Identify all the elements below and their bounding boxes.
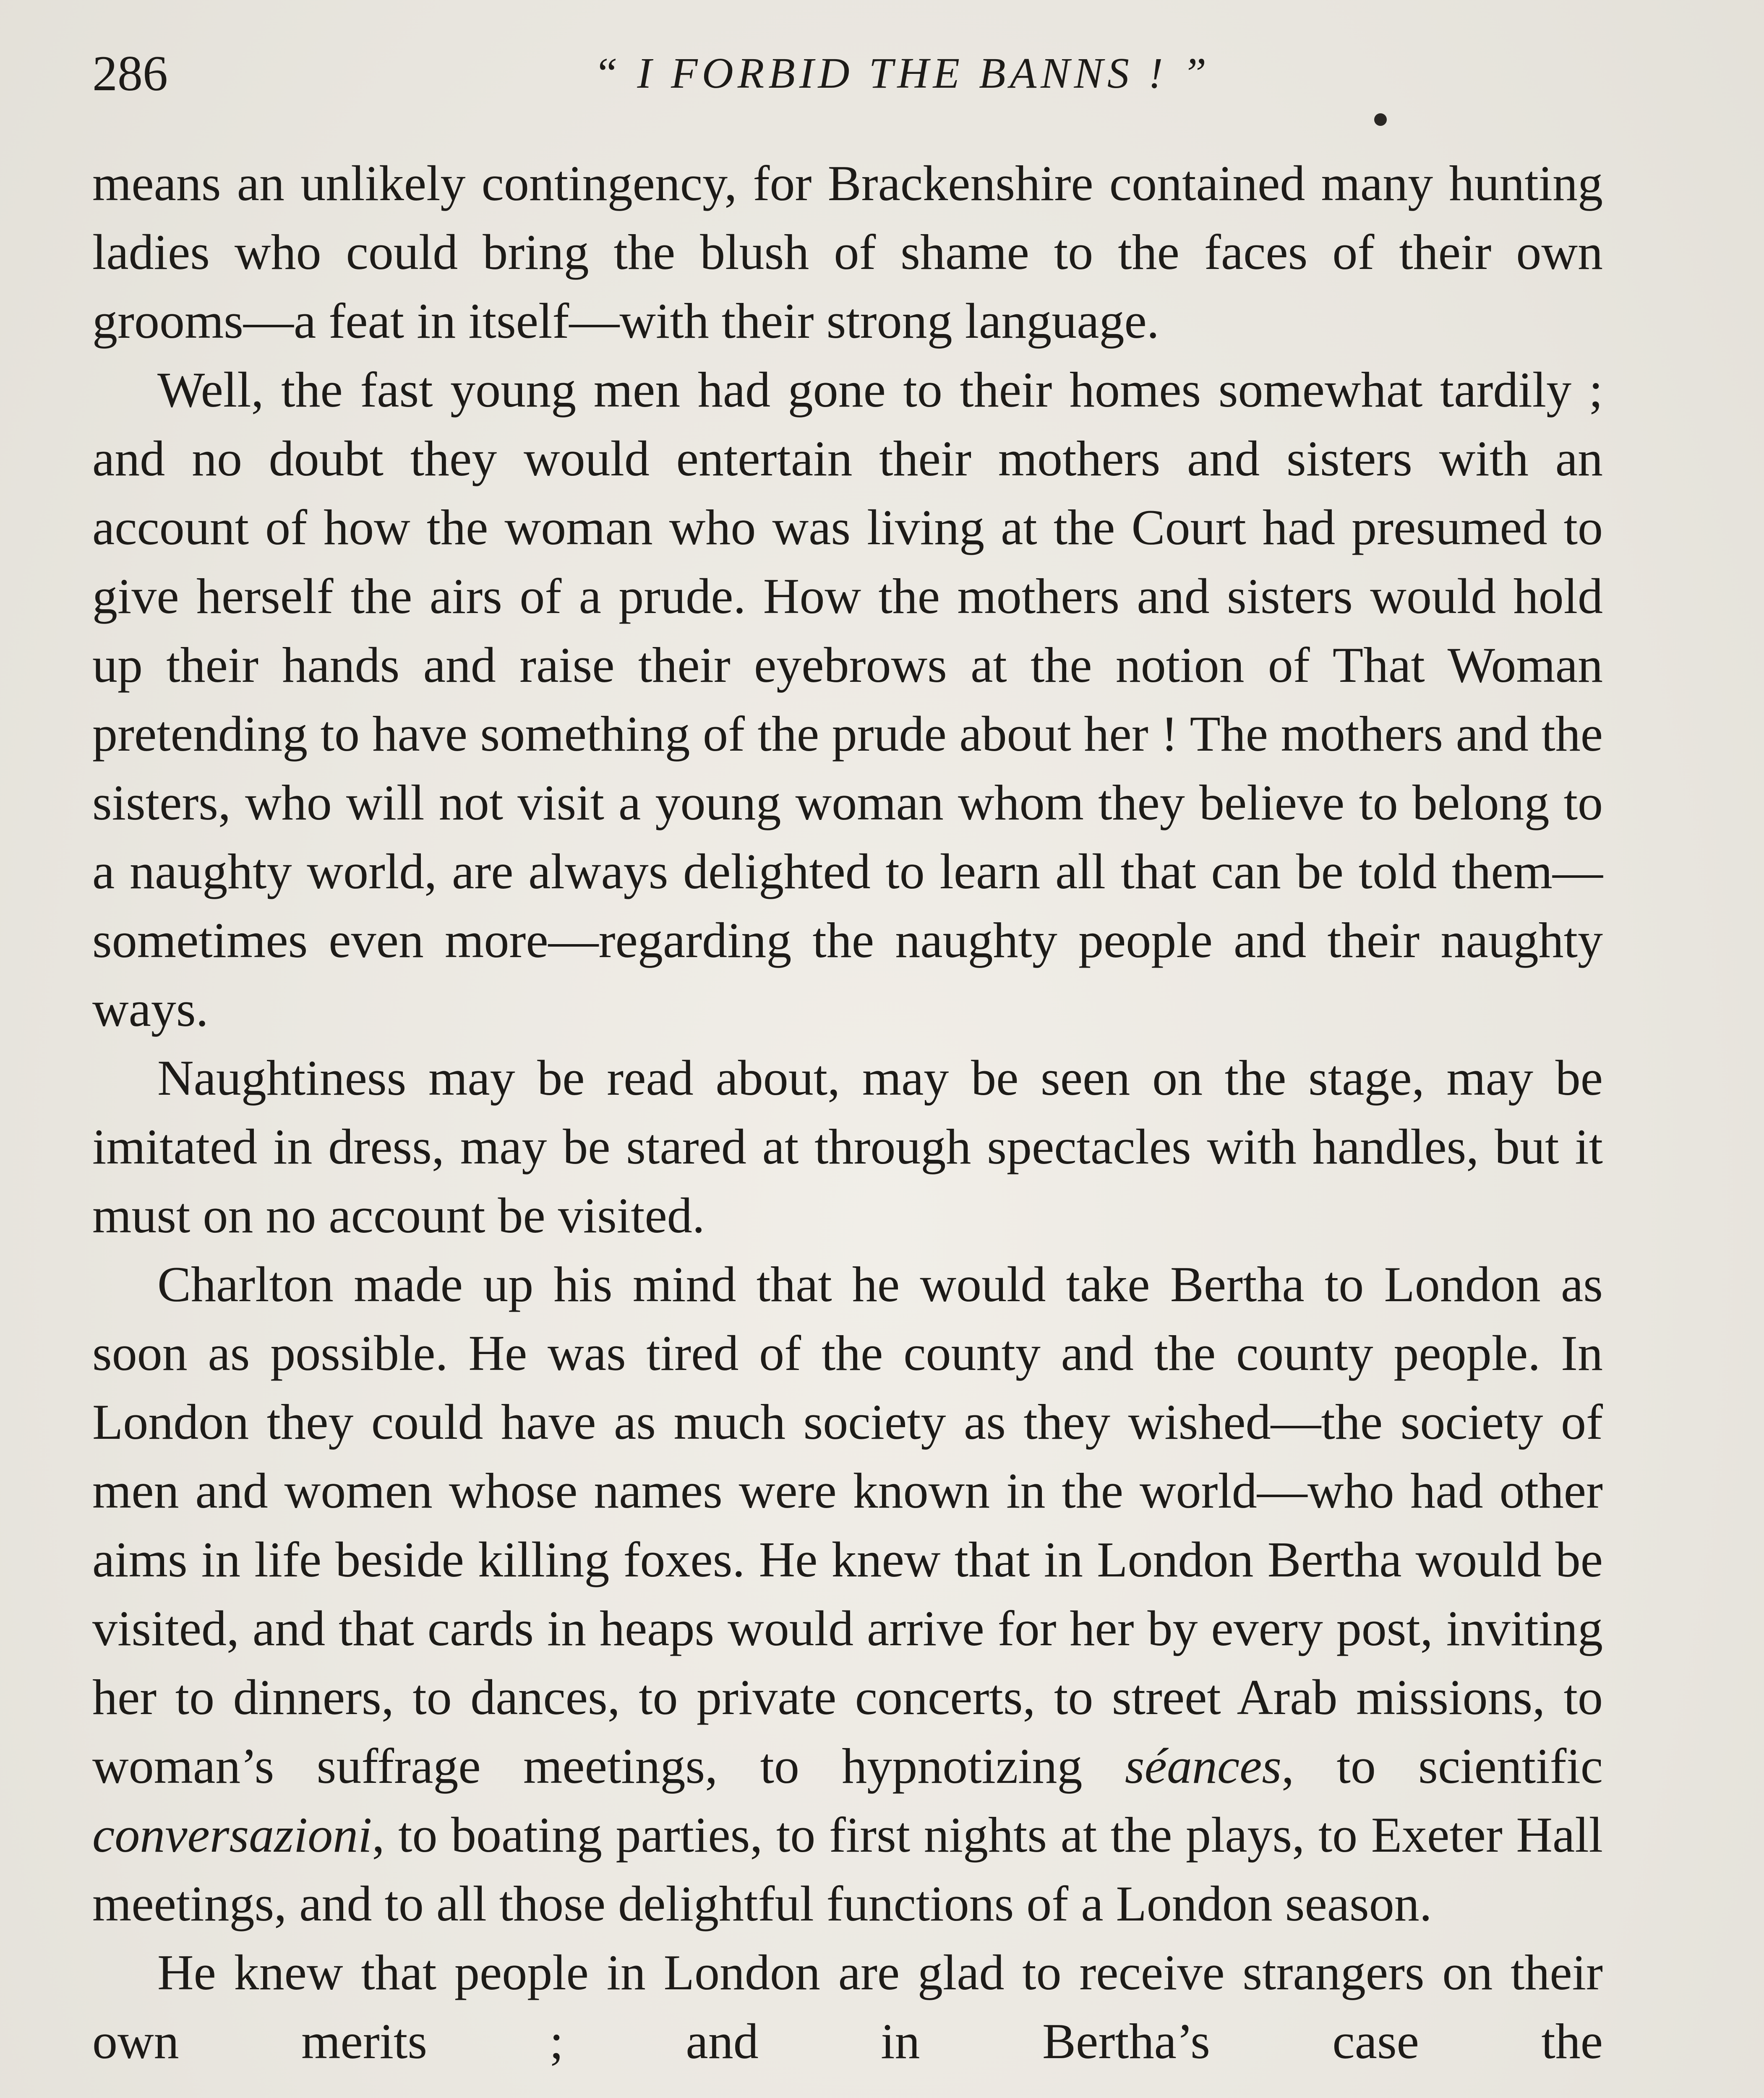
word-seances: séances bbox=[1125, 1738, 1282, 1794]
paragraph-4-part-1: Charlton made up his mind that he would take Bertha to London as soon as possible. He was tired of the county and the county people. In London they could have as much society as they wished—the society of men and women whose names were known in the world—who had other aims in life beside killing foxes. He knew that in London Bertha would be visited, and that cards in heaps would arrive for her by every post, inviting her to dinners, to dances, to private concerts, to street Arab missions, to woman’s suffrage meetings, to hypnotizing bbox=[92, 1256, 1603, 1794]
paragraph-4-part-2: , to scientific bbox=[1281, 1738, 1603, 1794]
printer-dot bbox=[1374, 113, 1387, 126]
page-number: 286 bbox=[92, 45, 168, 101]
running-title: “ I FORBID THE BANNS ! ” bbox=[593, 49, 1211, 97]
body-text bbox=[92, 149, 1603, 2076]
running-head bbox=[92, 40, 1586, 107]
paragraph-1: means an unlikely contingency, for Brackenshire contained many hunting ladies who could bring the blush of shame to the faces of their own grooms—a feat in itself—with their strong language. bbox=[92, 155, 1603, 349]
paragraph-4-part-3: , to boating parties, to first nights at the plays, to Exeter Hall meetings, and to all those delightful functions of a London season. bbox=[92, 1807, 1603, 1931]
paragraph-4 bbox=[92, 1250, 1603, 1938]
paragraph-3: Naughtiness may be read about, may be seen on the stage, may be imitated in dress, may be stared at through spectacles with handles, but it must on no account be visited. bbox=[92, 1050, 1603, 1243]
paragraph-5: He knew that people in London are glad to receive strangers on their own merits ; and in Bertha’s case the bbox=[92, 1944, 1603, 2069]
paragraph-2: Well, the fast young men had gone to their homes somewhat tardily ; and no doubt they would entertain their mothers and sisters with an account of how the woman who was living at the Court had presumed to give herself the airs of a prude. How the mothers and sisters would hold up their hands and raise their eyebrows at the notion of That Woman pretending to have something of the prude about her ! The mothers and the sisters, who will not visit a young woman whom they believe to belong to a naughty world, are always delighted to learn all that can be told them—sometimes even more—regarding the naughty people and their naughty ways. bbox=[92, 362, 1603, 1037]
word-conversazioni: conversazioni bbox=[92, 1807, 372, 1863]
